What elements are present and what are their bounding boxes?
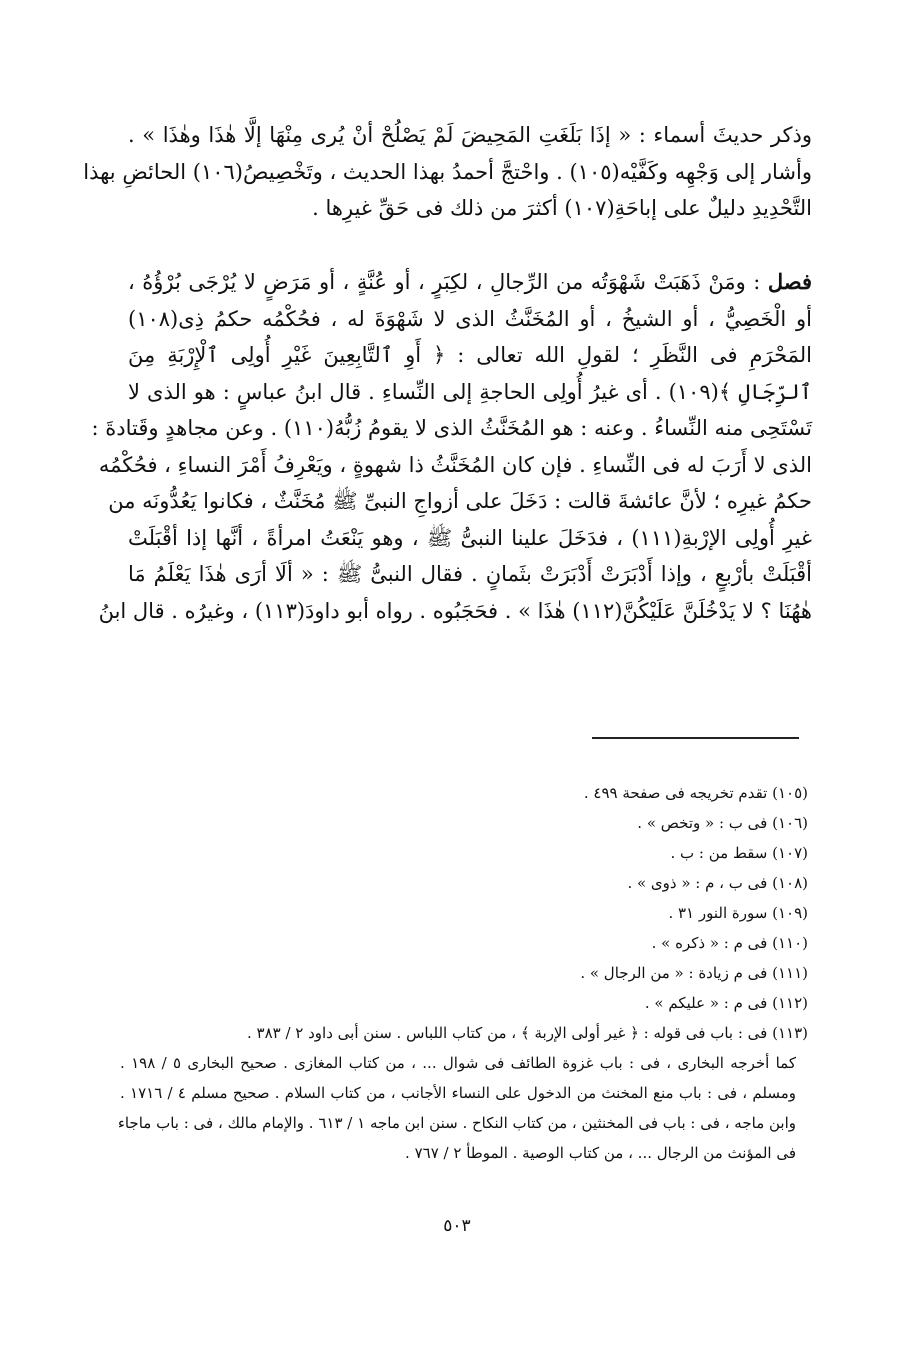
footnote-107: (١٠٧) سقط من : ب . bbox=[670, 844, 808, 862]
text-line: تَسْتَحِى منه النِّساءُ . وعنه : هو المُخَنَّثُ الذى لا يقومُ زُبُّهُ(١١٠) . وعن مجاهدٍ وقَتادةَ : bbox=[91, 416, 812, 440]
text-line: التَّحْدِيدِ دليلٌ على إباحَةِ(١٠٧) أكثرَ من ذلك فى حَقِّ غيرِها . bbox=[312, 196, 812, 220]
page-number: ٥٠٣ bbox=[443, 1216, 471, 1236]
footnote-113: (١١٣) فى : باب فى قوله : ﴿ غير أولى الإربة ﴾ ، من كتاب اللباس . سنن أبى داود ٢ / ٣٨٣ . bbox=[246, 1024, 808, 1042]
footnote-112: (١١٢) فى م : « عليكم » . bbox=[644, 994, 808, 1012]
footnote-111: (١١١) فى م زيادة : « من الرجال » . bbox=[580, 964, 808, 982]
text-line: غيرِ أُولِى الإرْبةِ(١١١) ، فدَخَلَ علينا النبىُّ ﷺ ، وهو يَنْعَتُ امرأةً ، أنَّها إذا أقْبَلَتْ bbox=[128, 525, 812, 550]
footnote-113-continuation: وابن ماجه ، فى : باب فى المخنثين ، من كتاب النكاح . سنن ابن ماجه ١ / ٦١٣ . والإمام مالك ، فى : باب ماجاء bbox=[117, 1114, 796, 1132]
section-label: فصل bbox=[767, 269, 812, 294]
text-line: المَحْرَمِ فى النَّظَرِ ؛ لقولِ الله تعالى : ﴿ أَوِ ٱلتَّابِعِينَ غَيْرِ أُولِى ٱلْإِرْبَةِ مِنَ bbox=[128, 343, 812, 367]
text-line: أو الْخَصِيُّ ، أو الشيخُ ، أو المُخَنَّثُ الذى لا شَهْوَةَ له ، فحُكْمُه حكمُ ذِى(١٠٨) bbox=[128, 306, 812, 331]
footnote-110: (١١٠) فى م : « ذكره » . bbox=[651, 934, 808, 952]
text-line: وأشار إلى وَجْهِه وكَفَّيْه(١٠٥) . واحْتجَّ أحمدُ بهذا الحديث ، وتَخْصِيصُ(١٠٦) الحائضِ بهذا bbox=[83, 159, 812, 184]
text-line bbox=[128, 264, 812, 301]
footnotes bbox=[117, 778, 808, 1168]
footnote-113-continuation: فى المؤنث من الرجال ... ، من كتاب الوصية . الموطأ ٢ / ٧٦٧ . bbox=[405, 1144, 796, 1162]
footnote-113-continuation: ومسلم ، فى : باب منع المخنث من الدخول على النساء الأجانب ، من كتاب السلام . صحيح مسلم ٤ / ١٧١٦ . bbox=[120, 1084, 796, 1102]
text-line: ٱلرِّجَالِ ﴾(١٠٩) . أى غيرُ أُولِى الحاجةِ إلى النِّساءِ . قال ابنُ عباسٍ : هو الذى لا bbox=[128, 379, 812, 404]
text-line: الذى لا أَرَبَ له فى النِّساءِ . فإن كان المُخَنَّثُ ذا شهوةٍ ، ويَعْرِفُ أَمْرَ النساءِ ، فحُكْمُه bbox=[98, 452, 812, 477]
text-line: حكمُ غيرِه ؛ لأنَّ عائشةَ قالت : دَخَلَ على أزواجِ النبىِّ ﷺ مُخَنَّثٌ ، فكانوا يَعُدُّونَه من bbox=[108, 489, 812, 513]
footnote-109: (١٠٩) سورة النور ٣١ . bbox=[668, 904, 808, 922]
paragraph-fasl bbox=[91, 264, 812, 629]
footnote-divider bbox=[592, 737, 799, 739]
text-span: : ومَنْ ذَهَبَتْ شَهْوَتُه من الرِّجالِ ، لكِبَرٍ ، أو عُنَّةٍ ، أو مَرَضٍ لا يُرْجَى بُرْؤُهُ ، bbox=[128, 270, 768, 294]
footnote-113-continuation: كما أخرجه البخارى ، فى : باب غزوة الطائف فى شوال ... ، من كتاب المغازى . صحيح البخارى ٥ / ١٩٨ . bbox=[120, 1054, 796, 1072]
footnote-106: (١٠٦) فى ب : « وتخص » . bbox=[637, 814, 808, 832]
text-line: أقْبَلَتْ بأرْبعٍ ، وإذا أَدْبَرَتْ أَدْبَرَتْ بثَمانٍ . فقال النبىُّ ﷺ : « ألَا أرَى هٰذَا يَعْلَمُ مَا bbox=[128, 562, 812, 586]
text-line: هٰهُنَا ؟ لا يَدْخُلَنَّ عَلَيْكُنَّ(١١٢) هٰذَا » . فحَجَبُوه . رواه أبو داودَ(١١٣) ، وغيرُه . قال ابنُ bbox=[98, 598, 812, 623]
text-line: وذكر حديثَ أسماء : « إذَا بَلَغَتِ المَحِيضَ لَمْ يَصْلُحْ أنْ يُرى مِنْهَا إلَّا هٰذَا وهٰذَا » . bbox=[128, 123, 812, 147]
footnote-108: (١٠٨) فى ب ، م : « ذوى » . bbox=[627, 874, 808, 892]
footnote-105: (١٠٥) تقدم تخريجه فى صفحة ٤٩٩ . bbox=[583, 784, 808, 802]
paragraph-asma-hadith bbox=[83, 117, 812, 227]
